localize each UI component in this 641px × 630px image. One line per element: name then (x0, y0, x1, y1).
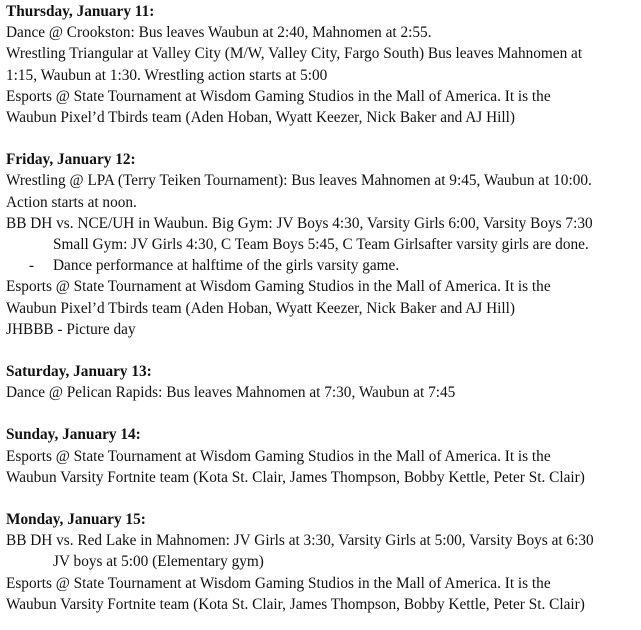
schedule-line: JHBBB - Picture day (6, 320, 136, 338)
dash-bullet-icon: - (29, 257, 35, 275)
schedule-line: Action starts at noon. (6, 193, 137, 211)
day-heading: Monday, January 15: (6, 511, 146, 529)
schedule-line: Wrestling Triangular at Valley City (M/W, Valley City, Fargo South) Bus leaves Mahnomen at (6, 45, 583, 63)
schedule-line: Esports @ State Tournament at Wisdom Gaming Studios in the Mall of America. It is the (6, 87, 551, 105)
day-heading: Thursday, January 11: (6, 3, 155, 20)
schedule-line: Wrestling @ LPA (Terry Teiken Tournament): Bus leaves Mahnomen at 9:45, Waubun at 10:00. (6, 172, 592, 190)
schedule-line: 1:15, Waubun at 1:30. Wrestling action starts at 5:00 (6, 66, 328, 84)
schedule-line: Esports @ State Tournament at Wisdom Gaming Studios in the Mall of America. It is the (6, 447, 551, 465)
schedule-line: Esports @ State Tournament at Wisdom Gaming Studios in the Mall of America. It is the (6, 574, 551, 592)
schedule-line: Waubun Varsity Fortnite team (Kota St. Clair, James Thompson, Bobby Kettle, Peter St. Clair) (6, 595, 585, 613)
schedule-line: Waubun Pixel’d Tbirds team (Aden Hoban, Wyatt Keezer, Nick Baker and AJ Hill) (6, 109, 515, 127)
day-heading: Friday, January 12: (6, 151, 136, 169)
day-thursday-jan-11 (6, 1, 635, 128)
schedule-line: BB DH vs. NCE/UH in Waubun. Big Gym: JV Boys 4:30, Varsity Girls 6:00, Varsity Boys 7:30 (6, 214, 593, 232)
schedule-line: Dance @ Pelican Rapids: Bus leaves Mahnomen at 7:30, Waubun at 7:45 (6, 384, 456, 402)
day-saturday-jan-13 (6, 361, 635, 403)
schedule-line: Dance @ Crookston: Bus leaves Waubun at 2:40, Mahnomen at 2:55. (6, 24, 432, 42)
day-heading: Sunday, January 14: (6, 426, 141, 444)
schedule-line: BB DH vs. Red Lake in Mahnomen: JV Girls at 3:30, Varsity Girls at 5:00, Varsity Boys at 6:30 (6, 532, 594, 550)
schedule-line: Waubun Varsity Fortnite team (Kota St. Clair, James Thompson, Bobby Kettle, Peter St. Clair) (6, 468, 585, 486)
bullet-text: Dance performance at halftime of the girls varsity game. (53, 257, 400, 275)
schedule-line-indented: JV boys at 5:00 (Elementary gym) (53, 553, 264, 571)
schedule-line: Esports @ State Tournament at Wisdom Gaming Studios in the Mall of America. It is the (6, 278, 551, 296)
day-heading: Saturday, January 13: (6, 363, 152, 381)
schedule-line-indented: Small Gym: JV Girls 4:30, C Team Boys 5:45, C Team Girlsafter varsity girls are done. (53, 236, 589, 254)
day-sunday-jan-14 (6, 424, 635, 488)
day-monday-jan-15 (6, 509, 635, 615)
schedule-line: Waubun Pixel’d Tbirds team (Aden Hoban, Wyatt Keezer, Nick Baker and AJ Hill) (6, 299, 515, 317)
bullet-item (6, 255, 635, 276)
day-friday-jan-12 (6, 149, 635, 340)
